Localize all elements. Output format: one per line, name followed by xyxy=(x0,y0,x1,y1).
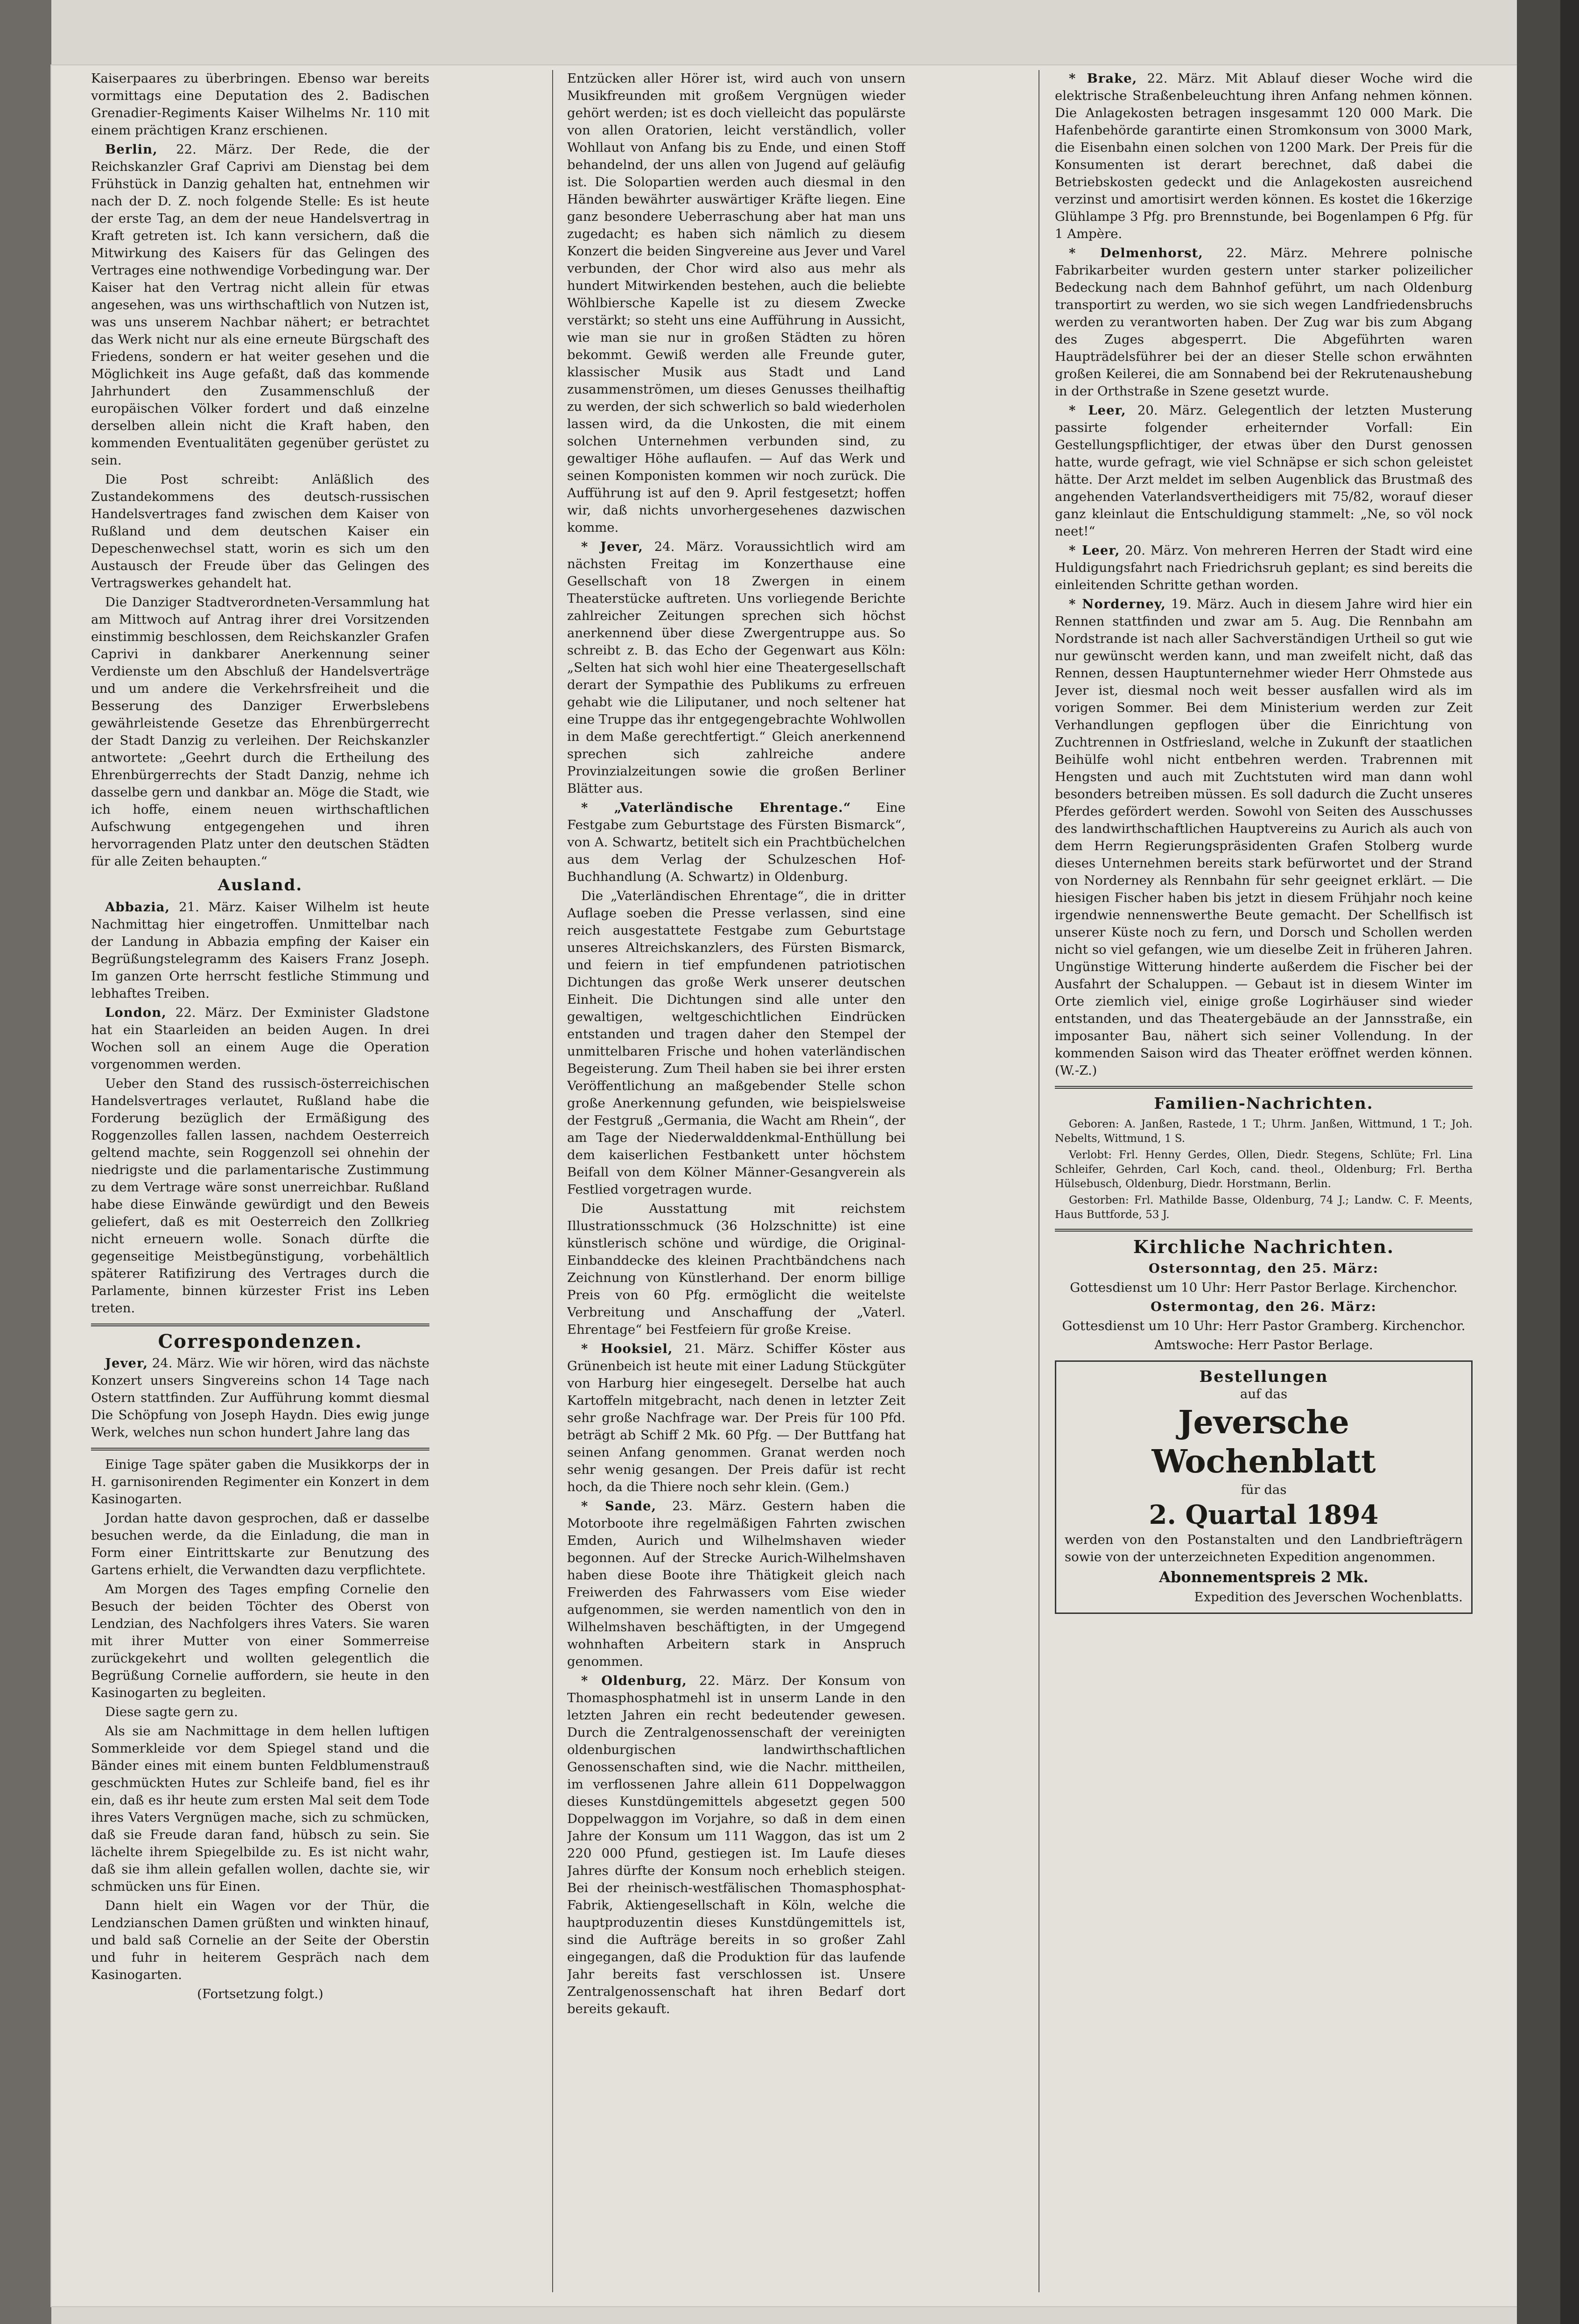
news-text: 22. März. Der Exminister Gladstone hat ein Staarleiden an beiden Augen. In drei Wochen soll an einem Auge die Operation vorgenommen werden. xyxy=(91,1005,429,1072)
engagement-notices: Verlobt: Frl. Henny Gerdes, Ollen, Diedr. Stegens, Schlüte; Frl. Lina Schleifer, Gehrden, Carl Koch, cand. theol., Oldenburg; Frl. Bertha Hülsebusch, Oldenburg, Diedr. Horstmann, Berlin. xyxy=(1055,1149,1473,1190)
column-3 xyxy=(1055,70,1473,2292)
dateline: * Leer, xyxy=(1069,543,1120,558)
dateline: Berlin, xyxy=(105,142,158,157)
divider xyxy=(91,1448,429,1451)
continuation-note: (Fortsetzung folgt.) xyxy=(197,1986,323,2001)
news-item xyxy=(91,141,429,469)
next-page-edge xyxy=(1560,0,1579,2324)
ad-quarter: 2. Quartal 1894 xyxy=(1149,1500,1379,1530)
news-text: Eine Festgabe zum Geburtstage des Fürsten Bismarck“, von A. Schwartz, betitelt sich ein Prachtbüchelchen aus dem Verlag der Schulzeschen Hof-Buchhandlung (A. Schwartz) in Oldenburg. xyxy=(567,800,905,884)
birth-notices: Geboren: A. Janßen, Rastede, 1 T.; Uhrm. Janßen, Wittmund, 1 T.; Joh. Nebelts, Wittmund, 1 S. xyxy=(1055,1118,1473,1145)
news-item xyxy=(91,1004,429,1073)
news-text: 22. März. Mit Ablauf dieser Woche wird die elektrische Straßenbeleuchtung ihren Anfang nehmen können. Die Anlagekosten betragen insgesammt 120 000 Mark. Die Hafenbehörde garantirte einen Stromkonsum von 3000 Mark, die Eisenbahn einen solchen von 1200 Mark. Der Preis für die Konsumenten ist derart berechnet, daß dabei die Betriebskosten gedeckt und die Anlagekosten ausreichend verzinst und amortisirt werden können. Es kostet die 16kerzige Glühlampe 3 Pfg. pro Brennstunde, bei Bogenlampen 6 Pfg. für 1 Ampère. xyxy=(1055,71,1473,241)
news-item xyxy=(1055,245,1473,400)
divider xyxy=(91,1324,429,1326)
ad-line: Bestellungen xyxy=(1199,1367,1328,1386)
news-item xyxy=(1055,596,1473,1079)
service-details: Gottesdienst um 10 Uhr: Herr Pastor Berlage. Kirchenchor. xyxy=(1070,1280,1458,1295)
column-2 xyxy=(567,70,905,2292)
paragraph: Die Danziger Stadtverordneten-Versammlung hat am Mittwoch auf Antrag ihrer drei Vorsitzenden einstimmig beschlossen, dem Reichskanzler Grafen Caprivi in dankbarer Anerkennung seiner Verdienste um den Abschluß der Handelsverträge und um andere die Verkehrsfreiheit und die Besserung des Danziger Erwerbslebens gewährleistende Gesetze das Ehrenbürgerrecht der Stadt Danzig zu verleihen. Der Reichskanzler antwortete: „Geehrt durch die Ertheilung des Ehrenbürgerrechts der Stadt Danzig, nehme ich dasselbe gern und dankbar an. Möge die Stadt, wie ich hoffe, einem neuen wirthschaftlichen Aufschwung entgegengehen und ihren hervorragenden Platz unter den deutschen Städten für alle Zeiten behaupten.“ xyxy=(91,595,429,869)
feuilleton-paragraph: Einige Tage später gaben die Musikkorps der in H. garnisonirenden Regimenter ein Konzert in dem Kasinogarten. xyxy=(91,1457,429,1507)
news-item xyxy=(91,1355,429,1441)
dateline: * Delmenhorst, xyxy=(1069,246,1203,261)
news-item xyxy=(567,1672,905,2018)
service-details: Gottesdienst um 10 Uhr: Herr Pastor Gramberg. Kirchenchor. xyxy=(1062,1318,1466,1333)
news-text: 21. März. Schiffer Köster aus Grünenbeich ist heute mit einer Ladung Stückgüter von Harburg hier eingesegelt. Derselbe hat auch Kartoffeln mitgebracht, nach denen in letzter Zeit sehr große Nachfrage war. Der Preis für 100 Pfd. beträgt ab Schiff 2 Mk. 60 Pfg. — Der Buttfang hat seinen Anfang genommen. Granat werden noch sehr wenig gesangen. Der Preis dafür ist recht hoch, da die Thiere noch sehr klein. (Gem.) xyxy=(567,1341,905,1494)
service-date: Ostersonntag, den 25. März: xyxy=(1148,1261,1379,1276)
ad-line: auf das xyxy=(1240,1387,1288,1401)
news-text: 24. März. Voraussichtlich wird am nächsten Freitag im Konzerthause eine Gesellschaft von 18 Zwergen in einem Theaterstücke auftreten. Uns vorliegende Berichte zahlreicher Zeitungen sprechen sich höchst anerkennend über diese Zwergentruppe aus. So schreibt z. B. das Echo der Gegenwart aus Köln: „Selten hat sich wohl hier eine Theatergesellschaft derart der Sympathie des Publikums zu erfreuen gehabt wie die Liliputaner, und noch seltener hat eine Truppe das ihr entgegengebrachte Wohlwollen in dem Maße gerechtfertigt.“ Gleich anerkennend sprechen sich zahlreiche andere Provinzialzeitungen sowie die großen Berliner Blätter aus. xyxy=(567,539,905,796)
divider xyxy=(1055,1086,1473,1089)
ad-line: für das xyxy=(1241,1482,1287,1497)
column-rule xyxy=(552,70,553,2292)
dateline: * Norderney, xyxy=(1069,597,1166,612)
news-item xyxy=(91,899,429,1002)
paragraph: Ueber den Stand des russisch-österreichischen Handelsvertrages verlautet, Rußland habe die Forderung bezüglich der Ermäßigung des Roggenzolles fallen lassen, nachdem Oesterreich geltend machte, sein Roggenzoll sei ohnehin der niedrigste und die parlamentarische Zustimmung zu dem Vertrage wäre sonst unerreichbar. Rußland habe diese Einwände gewürdigt und den Beweis geliefert, daß es mit Oesterreich den Zollkrieg nicht erneuern wolle. Sonach dürfte die gegenseitige Meistbegünstigung, vorbehältlich späterer Ratifizirung des Vertrages durch die Parlamente, binnen kürzester Frist ins Leben treten. xyxy=(91,1076,429,1316)
feuilleton-paragraph: Als sie am Nachmittage in dem hellen luftigen Sommerkleide vor dem Spiegel stand und die Bänder eines mit einem bunten Feldblumenstrauß geschmückten Hutes zur Schleife band, fiel es ihr ein, daß es ihr heute zum ersten Mal seit dem Tode ihres Vaters Vergnügen mache, sich zu schmücken, daß sie Freude daran fand, hübsch zu sein. Sie lächelte ihrem Spiegelbilde zu. Es ist nicht wahr, daß sie ihm allein gefallen wollen, dachte sie, wir schmücken uns für Einen. xyxy=(91,1724,429,1894)
ad-price: Abonnementspreis 2 Mk. xyxy=(1159,1568,1368,1586)
paragraph: Entzücken aller Hörer ist, wird auch von unsern Musikfreunden mit großem Vergnügen wieder gehört werden; ist es doch vielleicht das populärste von allen Oratorien, leicht verständlich, voller Wohllaut von Anfang bis zu Ende, und einen Stoff behandelnd, der uns allen von Jugend auf geläufig ist. Die Solopartien werden auch diesmal in den Händen bewährter auswärtiger Kräfte liegen. Eine ganz besondere Ueberraschung aber hat man uns zugedacht; es haben sich nämlich zu diesem Konzert die beiden Singvereine aus Jever und Varel verbunden, der Chor wird also aus mehr als hundert Mitwirkenden bestehen, auch die beliebte Wöhlbiersche Kapelle ist zu diesem Zwecke verstärkt; so steht uns eine Aufführung in Aussicht, wie man sie nur in großen Städten zu hören bekommt. Gewiß werden alle Freunde guter, klassischer Musik aus Stadt und Land zusammenströmen, um dieses Genusses theilhaftig zu werden, der sich schwerlich so bald wiederholen lassen wird, da die Unkosten, die mit einem solchen Unternehmen verbunden sind, zu gewaltiger Höhe auflaufen. — Auf das Werk und seinen Komponisten kommen wir noch zurück. Die Aufführung ist auf den 9. April festgesetzt; hoffen wir, daß nichts unvorhergesehenes dazwischen komme. xyxy=(567,71,905,535)
duty-week: Amtswoche: Herr Pastor Berlage. xyxy=(1154,1338,1373,1352)
dateline: * Brake, xyxy=(1069,71,1137,86)
subscription-advertisement xyxy=(1055,1360,1473,1614)
dateline: London, xyxy=(105,1005,167,1020)
dateline: * Hooksiel, xyxy=(581,1341,673,1356)
news-item xyxy=(1055,402,1473,540)
paragraph: Kaiserpaares zu überbringen. Ebenso war bereits vormittags eine Deputation des 2. Badischen Grenadier-Regiments Kaiser Wilhelms Nr. 110 mit einem prächtigen Kranz erschienen. xyxy=(91,71,429,138)
section-heading-correspondenzen: Correspondenzen. xyxy=(158,1331,363,1352)
dateline: * Leer, xyxy=(1069,403,1126,418)
section-heading-ausland: Ausland. xyxy=(218,876,303,894)
news-text: 20. März. Gelegentlich der letzten Musterung passirte folgender erheiternder Vorfall: Ein Gestellungspflichtiger, der etwas über den Durst genossen hatte, wurde gefragt, wie viel Schnäpse er sich schon geleistet hätte. Der Arzt meldet im selben Augenblick das Brustmaß des angehenden Vaterlandsvertheidigers mit 75/82, worauf dieser ganz kleinlaut die Entschuldigung stammelt: „Ne, so völ nock neet!“ xyxy=(1055,403,1473,539)
ad-text: werden von den Postanstalten und den Landbriefträgern sowie von der unterzeichneten Expedition angenommen. xyxy=(1065,1532,1463,1564)
news-item xyxy=(1055,542,1473,594)
dateline: * Jever, xyxy=(581,539,644,554)
feuilleton-paragraph: Am Morgen des Tages empfing Cornelie den Besuch der beiden Töchter des Oberst von Lendzian, des Nachfolgers ihres Vaters. Sie waren mit ihrer Mutter von einer Sommerreise zurückgekehrt und wollten gelegentlich die Begrüßung Cornelie auffordern, sie heute in den Kasinogarten zu begleiten. xyxy=(91,1582,429,1700)
dateline: * Oldenburg, xyxy=(581,1673,687,1688)
paragraph: Die Ausstattung mit reichstem Illustrationsschmuck (36 Holzschnitte) ist eine künstlerisch schöne und würdige, die Original-Einbanddecke des kleinen Prachtbändchens nach Zeichnung von Künstlerhand. Der enorm billige Preis von 60 Pfg. ermöglicht die weitelste Verbreitung und Anschaffung der „Vaterl. Ehrentage“ bei Festfeiern für große Kreise. xyxy=(567,1201,905,1337)
news-item xyxy=(567,1340,905,1496)
section-heading-kirchlich: Kirchliche Nachrichten. xyxy=(1133,1236,1395,1257)
news-text: 21. März. Kaiser Wilhelm ist heute Nachmittag hier eingetroffen. Unmittelbar nach der Landung in Abbazia empfing der Kaiser ein Begrüßungstelegramm des Kaisers Franz Joseph. Im ganzen Orte herrscht festliche Stimmung und lebhaftes Treiben. xyxy=(91,900,429,1001)
service-date: Ostermontag, den 26. März: xyxy=(1151,1299,1377,1314)
paragraph: Die „Vaterländischen Ehrentage“, die in dritter Auflage soeben die Presse verlassen, sind eine reich ausgestattete Festgabe zum Geburtstage unseres Altreichskanzlers, des Fürsten Bismarck, und feiern in tief empfundenen patriotischen Dichtungen das große Werk unserer deutschen Einheit. Die Dichtungen sind alle unter den gewaltigen, weltgeschichtlichen Eindrücken entstanden und tragen daher den Stempel der unmittelbaren Frische und hohen vaterländischen Begeisterung. Zum Theil haben sie bei ihrer ersten Veröffentlichung an maßgebender Stelle schon große Anerkennung gefunden, wie beispielsweise der Festgruß „Germania, die Wacht am Rhein“, der am Tage der Niederwalddenkmal-Enthüllung bei dem kaiserlichen Festbankett unter höchstem Beifall von dem Kölner Männer-Gesangverein als Festlied vorgetragen wurde. xyxy=(567,888,905,1197)
dateline: Jever, xyxy=(105,1356,148,1371)
column-1 xyxy=(91,70,429,2292)
dateline: Abbazia, xyxy=(105,900,170,915)
news-item xyxy=(567,538,905,797)
news-text: 23. März. Gestern haben die Motorboote ihre regelmäßigen Fahrten zwischen Emden, Aurich und Wilhelmshaven wieder begonnen. Auf der Strecke Aurich-Wilhelmshaven haben diese Boote ihre Thätigkeit gleich nach Freiwerden des Fahrwassers vom Eise wieder aufgenommen, sie werden namentlich von den in Wilhelmshaven beschäftigten, in der Umgegend wohnhaften Arbeitern stark in Anspruch genommen. xyxy=(567,1499,905,1669)
ad-signature: Expedition des Jeverschen Wochenblatts. xyxy=(1194,1590,1463,1605)
news-text: 20. März. Von mehreren Herren der Stadt wird eine Huldigungsfahrt nach Friedrichsruh geplant; es sind bereits die einleitenden Schritte gethan worden. xyxy=(1055,543,1473,592)
news-item xyxy=(567,799,905,886)
ad-newspaper-title: Jeversche Wochenblatt xyxy=(1151,1404,1376,1480)
news-text: 24. März. Wie wir hören, wird das nächste Konzert unsers Singvereins schon 14 Tage nach Ostern stattfinden. Zur Aufführung kommt diesmal Die Schöpfung von Joseph Haydn. Dies ewig junge Werk, welches nun schon hundert Jahre lang das xyxy=(91,1356,429,1440)
feuilleton-paragraph: Jordan hatte davon gesprochen, daß er dasselbe besuchen werde, da die Einladung, die man in Form einer Eintrittskarte zur Benutzung des Gartens erhielt, die Verwandten dazu verpflichtete. xyxy=(91,1511,429,1578)
death-notices: Gestorben: Frl. Mathilde Basse, Oldenburg, 74 J.; Landw. C. F. Meents, Haus Buttforde, 53 J. xyxy=(1055,1194,1473,1221)
feuilleton-paragraph: Dann hielt ein Wagen vor der Thür, die Lendzianschen Damen grüßten und winkten hinauf, und bald saß Cornelie an der Seite der Oberstin und fuhr in heiterem Gespräch nach dem Kasinogarten. xyxy=(91,1898,429,1982)
news-item xyxy=(567,1498,905,1670)
scan-margin-right xyxy=(1517,0,1579,2324)
dateline: * Sande, xyxy=(581,1499,657,1514)
news-item xyxy=(1055,70,1473,243)
divider xyxy=(1055,1229,1473,1232)
section-heading-familien: Familien-Nachrichten. xyxy=(1154,1094,1374,1113)
paragraph: Die Post schreibt: Anläßlich des Zustandekommens des deutsch-russischen Handelsvertrages fand zwischen dem Kaiser von Rußland und dem deutschen Kaiser ein Depeschenwechsel statt, worin es sich um den Austausch der Freude über das Gelingen des Vertragswerkes gehandelt hat. xyxy=(91,472,429,591)
dateline: * „Vaterländische Ehrentage.“ xyxy=(581,800,851,815)
news-text: 19. März. Auch in diesem Jahre wird hier ein Rennen stattfinden und zwar am 5. Aug. Die Rennbahn am Nordstrande ist nach aller Sachverständigen Urtheil so gut wie nur gewünscht werden kann, und man zweifelt nicht, daß das Rennen, dessen Hauptunternehmer wieder Herr Ohmstede aus Jever ist, diesmal noch weit besser ausfallen wird als im vorigen Sommer. Bei dem Ministerium werden zur Zeit Verhandlungen gepflogen über die Einrichtung von Zuchtrennen in Ostfriesland, welche in Zukunft der staatlichen Beihülfe wohl nicht entbehren werden. Trabrennen mit Hengsten und auch mit Zuchtstuten wird man dann wohl besonders betreiben müssen. Es soll dadurch die Zucht unseres Pferdes gefördert werden. Sowohl von Seiten des Ausschusses des landwirthschaftlichen Hauptvereins zu Aurich als auch von dem Herrn Regierungspräsidenten Grafen Stolberg wurde dieses Unternehmen bereits stark befürwortet und der Strand von Norderney als Rennbahn für sehr geeignet erklärt. — Die hiesigen Fischer haben bis jetzt in diesem Frühjahr noch keine irgendwie nennenswerthe Beute gemacht. Der Schellfisch ist unserer Küste noch zu fern, und Dorsch und Schollen werden nicht so viel gefangen, wie um dieselbe Zeit in früheren Jahren. Ungünstige Witterung hinderte außerdem die Fischer bei der Ausfahrt der Schaluppen. — Gebaut ist in diesem Winter im Orte ziemlich viel, einige große Logirhäuser sind wieder entstanden, und das Theatergebäude an der Jannsstraße, ein imposanter Bau, nähert sich seiner Vollendung. In der kommenden Saison wird das Theater eröffnet werden können. (W.-Z.) xyxy=(1055,597,1473,1078)
news-text: 22. März. Der Konsum von Thomasphosphatmehl ist in unserm Lande in den letzten Jahren ein recht bedeutender gewesen. Durch die Zentralgenossenschaft der vereinigten oldenburgischen landwirthschaftlichen Genossenschaften sind, wie die Nachr. mittheilen, im verflossenen Jahre allein 611 Doppelwaggon dieses Kunstdüngemittels abgesetzt gegen 500 Doppelwaggon im Vorjahre, so daß in dem einen Jahre der Konsum um 111 Waggon, das ist um 2 220 000 Pfund, gestiegen ist. Im Laufe dieses Jahres dürfte der Konsum noch erheblich steigen. Bei der rheinisch-westfälischen Thomasphosphat-Fabrik, Aktiengesellschaft in Köln, welche die hauptproduzentin dieses Kunstdüngemittels ist, sind die Aufträge bereits in so großer Zahl eingegangen, daß die Produktion für das laufende Jahr bereits fast verschlossen ist. Unsere Zentralgenossenschaft hat ihren Bedarf dort bereits gekauft. xyxy=(567,1673,905,2016)
news-text: 22. März. Der Rede, die der Reichskanzler Graf Caprivi am Dienstag bei dem Frühstück in Danzig gehalten hat, entnehmen wir nach der D. Z. noch folgende Stelle: Es ist heute der erste Tag, an dem der neue Handelsvertrag in Kraft getreten ist. Ich kann versichern, daß die Mitwirkung des Kaisers für das Gelingen des Vertrages eine nothwendige Vorbedingung war. Der Kaiser hat den Vertrag nicht allein für etwas angesehen, was uns wirthschaftlich von Nutzen ist, was uns unserem Nachbar nähert; er betrachtet das Werk nicht nur als eine erneute Bürgschaft des Friedens, sondern er hat weiter gesehen und die Möglichkeit ins Auge gefaßt, daß das kommende Jahrhundert den Zusammenschluß der europäischen Völker fordert und daß einzelne derselben allein nicht die Kraft haben, den kommenden Eventualitäten gegenüber gerüstet zu sein. xyxy=(91,142,429,468)
feuilleton-paragraph: Diese sagte gern zu. xyxy=(105,1704,238,1719)
scan-margin-left xyxy=(0,0,51,2324)
news-text: 22. März. Mehrere polnische Fabrikarbeiter wurden gestern unter starker polizeilicher Bedeckung nach dem Bahnhof geführt, um nach Oldenburg transportirt zu werden, wo sie sich wegen Landfriedensbruchs werden zu verantworten haben. Der Zug war bis zum Abgang des Zuges abgesperrt. Die Abgeführten waren Haupträdelsführer bei der an dieser Stelle schon erwähnten großen Keilerei, die am Sonnabend bei der Rekrutenaushebung in der Orthstraße in Szene gesetzt wurde. xyxy=(1055,246,1473,399)
